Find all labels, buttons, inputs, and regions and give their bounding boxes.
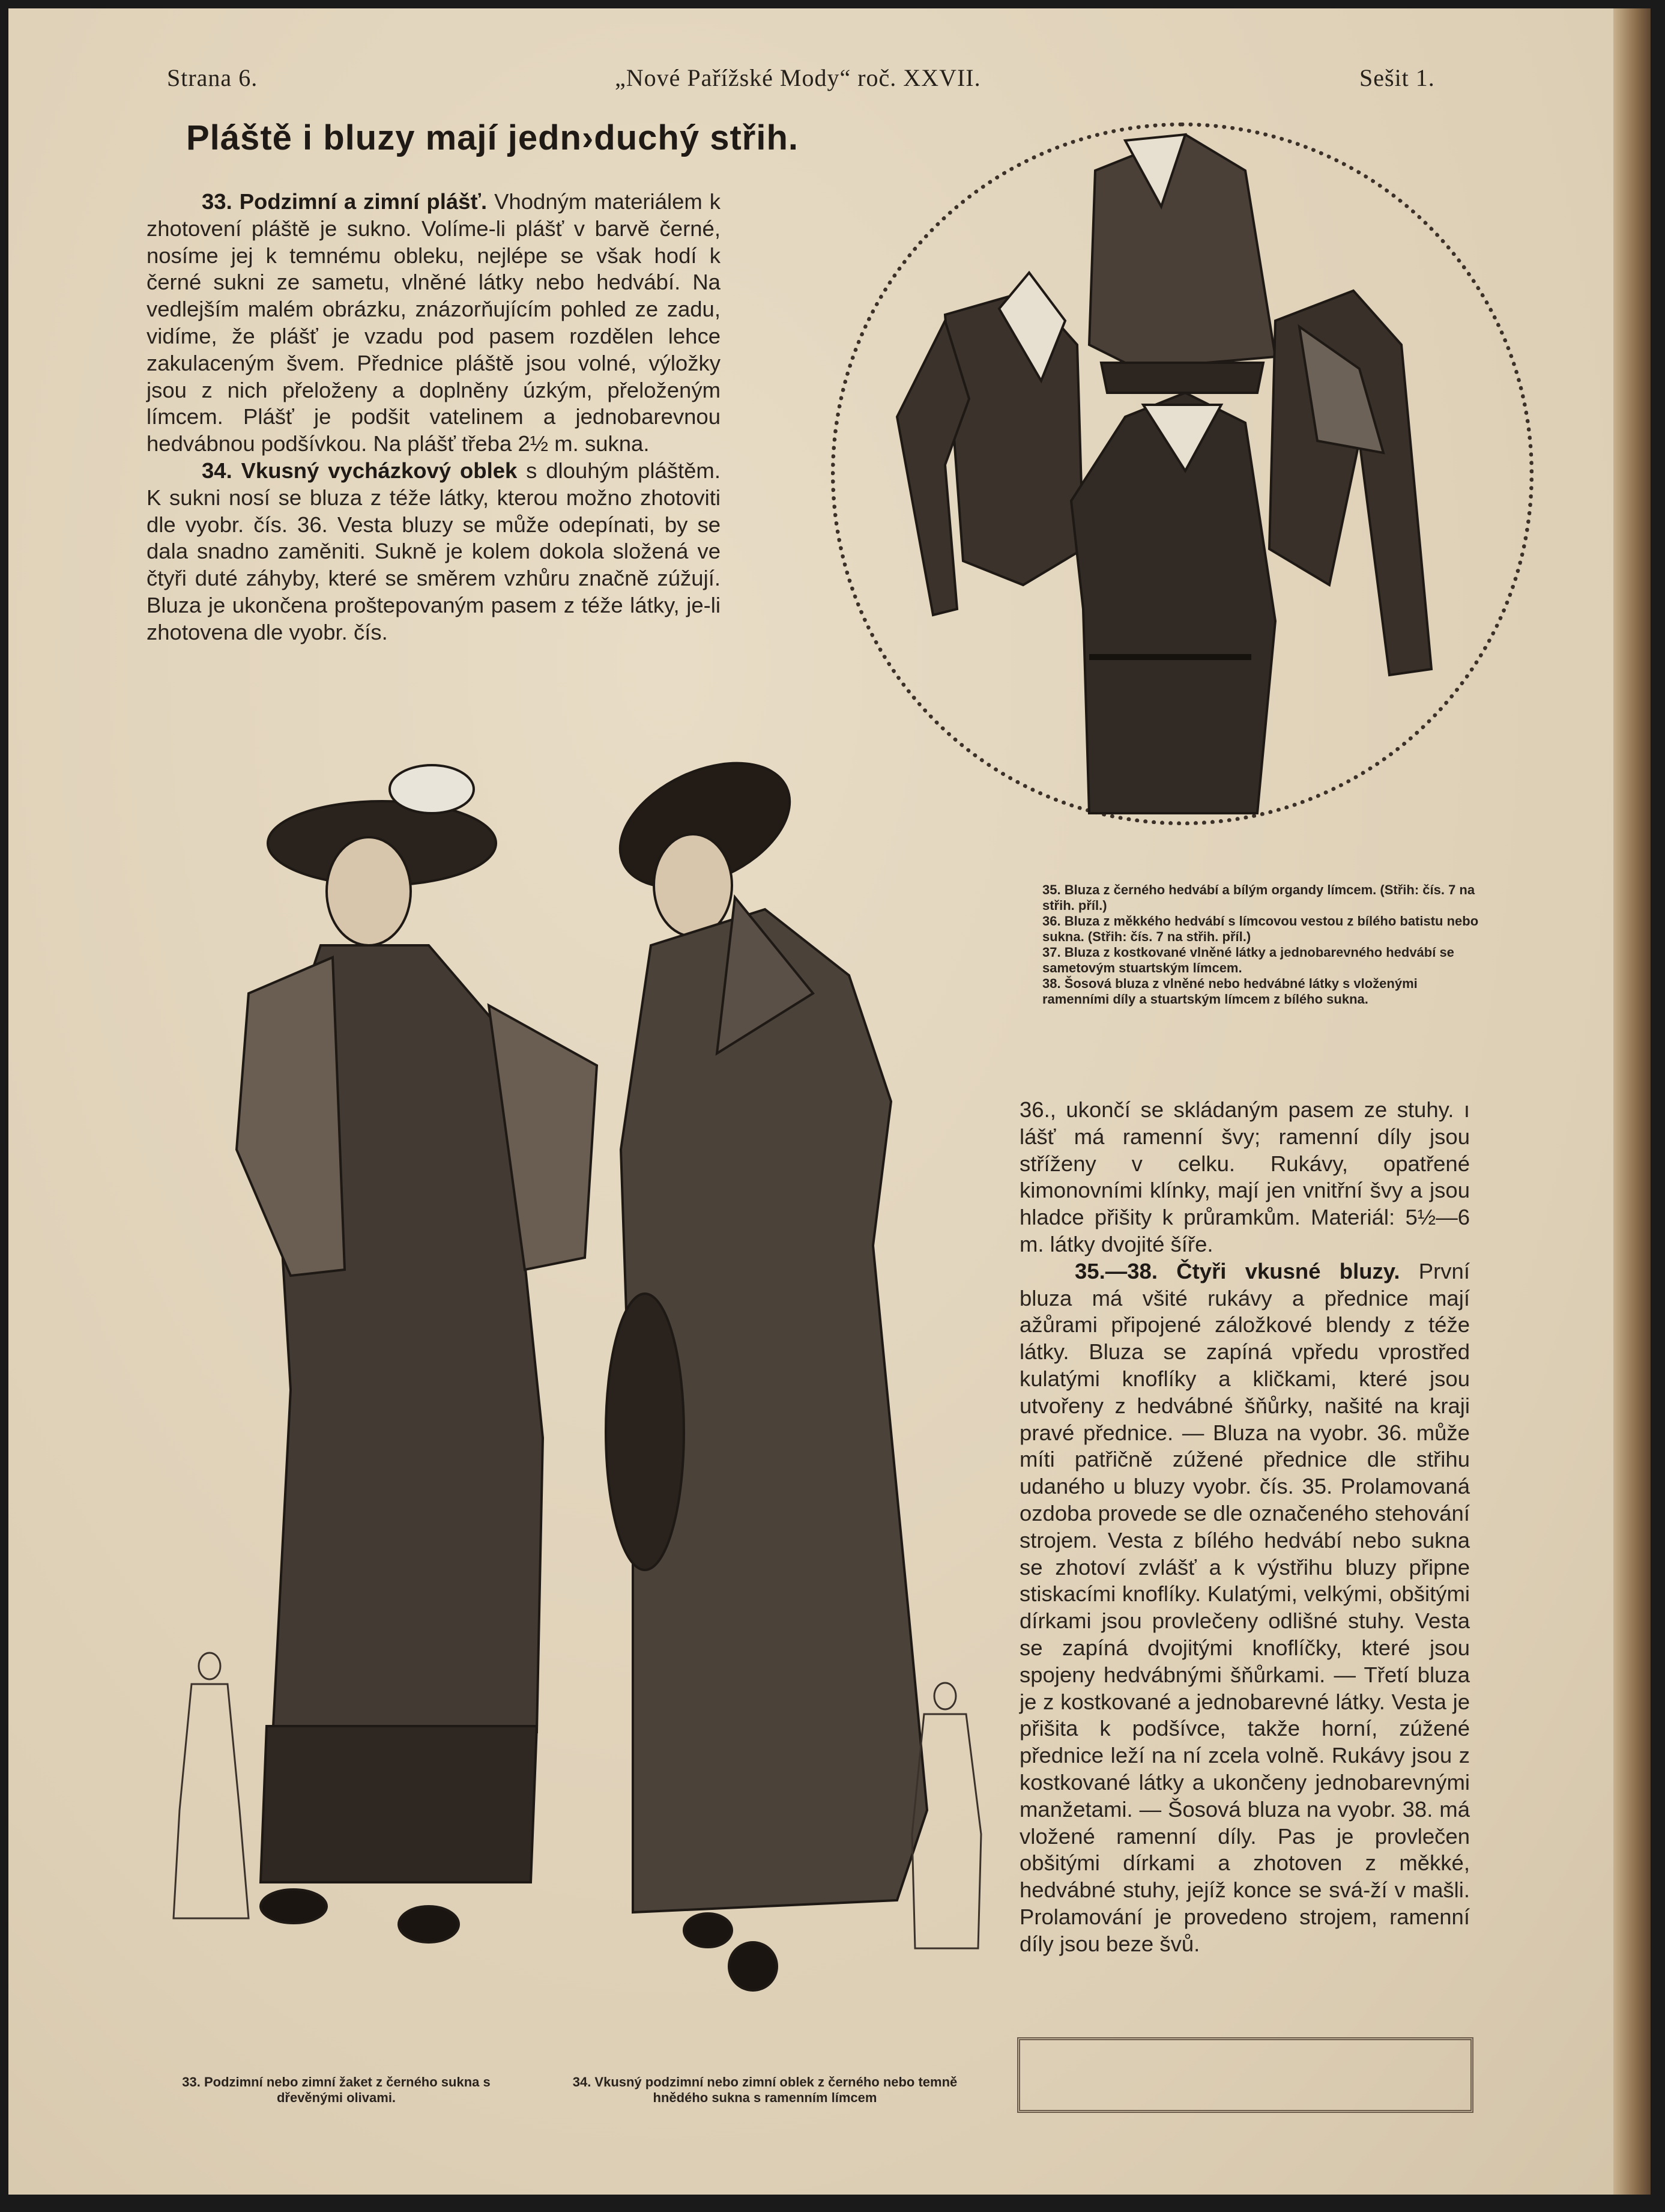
blouse-35-illustration	[897, 273, 1083, 615]
caption-37: 37. Bluza z kostkované vlněné látky a jednobarevného hedvábí se sametovým stuartským límcem.	[1042, 945, 1454, 975]
caption-35: 35. Bluza z černého hedvábí a bílým organdy límcem. (Střih: čís. 7 na střih. příl.)	[1042, 882, 1475, 913]
continued-paragraph: 36., ukončí se skládaným pasem ze stuhy. ı lášť má ramenní švy; ramenní díly jsou stříženy v celku. Rukávy, opatřené kimonovními klínky, mají jen vnitřní švy a jsou hladce přišity k průramkům. Materiál: 5½—6 m. látky dvojité šíře.	[1020, 1097, 1470, 1256]
paragraph-35-38-text: První bluza má všité rukávy a přednice mají ažůrami připojené záložkové blendy z téže látky. Bluza se zapíná vpředu vprostřed kulatými knoflíky a kličkami, které jsou utvořeny z hedvábné šňůrky, našité na kraji pravé přednice. — Bluza na vyobr. 36. může míti patřičně zúžené přednice dle střihu udaného u bluzy vyobr. čís. 35. Prolamovaná ozdoba provede se dle označeného stehování strojem. Vesta z bílého hedvábí nebo sukna se zhotoví zvlášť a k výstřihu bluzy připne stiskacími knoflíky. Kulatými, velkými, obšitými dírkami jsou provlečeny odlišné stuhy. Vesta se zapíná dvojitými knoflíčky, které jsou spojeny hedvábnými šňůrkami. — Třetí bluza je z kostkované a jednobarevné látky. Vesta je přišita k podšívce, takže horní, zúžené přednice leží na ní zcela volně. Rukávy jsou z kostkované látky a ukončeny jednobarevnými manžetami. — Šosová bluza na vyobr. 38. má vložené ramenní díly. Pas je provlečen obšitými dírkami a zhotoven z měkké, hedvábné stuhy, jejíž konce se svá-ží v mašli. Prolamování je provedeno strojem, ramenní díly jsou beze švů.	[1020, 1258, 1470, 1956]
blouse-captions	[1042, 882, 1481, 1007]
figure-33-illustration	[237, 765, 597, 1942]
paragraph-34-heading: 34. Vkusný vycházkový oblek	[202, 458, 518, 483]
empty-framed-box	[1017, 2037, 1473, 2113]
figure-33-caption: 33. Podzimní nebo zimní žaket z černého sukna s dřevěnými olivami.	[182, 2074, 491, 2105]
issue-number: Sešit 1.	[1359, 64, 1435, 91]
caption-38: 38. Šosová bluza z vlněné nebo hedvábné látky s vloženými ramenními díly a stuartským límcem z bílého sukna.	[1042, 976, 1418, 1007]
figure-34-illustration	[600, 738, 927, 1990]
article-title: Pláště i bluzy mají jedn›duchý střih.	[186, 118, 799, 157]
paragraph-33-heading: 33. Podzimní a zimní plášť.	[202, 189, 488, 214]
figure-34-caption: 34. Vkusný podzimní nebo zimní oblek z černého nebo temně hnědého sukna s ramenním límcem	[572, 2074, 958, 2105]
magazine-page	[8, 8, 1651, 2195]
paragraph-35-38-heading: 35.—38. Čtyři vkusné bluzy.	[1075, 1258, 1400, 1283]
blouse-36-illustration	[1089, 135, 1275, 393]
blouse-38-illustration	[1071, 393, 1275, 813]
running-title: „Nové Pařížské Mody“ roč. XXVII.	[615, 64, 981, 91]
right-text-column	[1020, 1097, 1470, 1958]
figure-33-back-view-sketch	[174, 1653, 249, 1918]
paragraph-33-text: Vhodným materiálem k zhotovení pláště je sukno. Volíme-li plášť v barvě černé, nosíme jej k temnému obleku, nejlépe se však hodí k černé sukni ze sametu, vlněné látky nebo hedvábí. Na vedlejším malém obrázku, znázorňujícím pohled ze zadu, vidíme, že plášť je vzadu pod pasem rozdělen lehce zakulaceným švem. Přednice pláště jsou volné, výložky jsou z nich přeloženy a doplněny úzkým, přeloženým límcem. Plášť je podšit vatelinem a jednobarevnou hedvábnou podšívkou. Na plášť třeba 2½ m. sukna.	[147, 189, 721, 456]
page-number: Strana 6.	[167, 64, 258, 91]
paragraph-34-text: s dlouhým pláštěm. K sukni nosí se bluza z téže látky, kterou možno zhotoviti dle vyobr. čís. 36. Vesta bluzy se může odepínati, by se dala snadno zaměniti. Sukně je kolem dokola složená ve čtyři duté záhyby, které se směrem vzhůru značně zúžují. Bluza je ukončena proštepovaným pasem z téže látky, je-li zhotovena dle vyobr. čís.	[147, 458, 721, 644]
paragraph-35-38	[1020, 1258, 1470, 1958]
caption-36: 36. Bluza z měkkého hedvábí s límcovou vestou z bílého batistu nebo sukna. (Střih: čís. 7 na střih. příl.)	[1042, 914, 1479, 944]
blouse-37-illustration	[1269, 291, 1431, 675]
